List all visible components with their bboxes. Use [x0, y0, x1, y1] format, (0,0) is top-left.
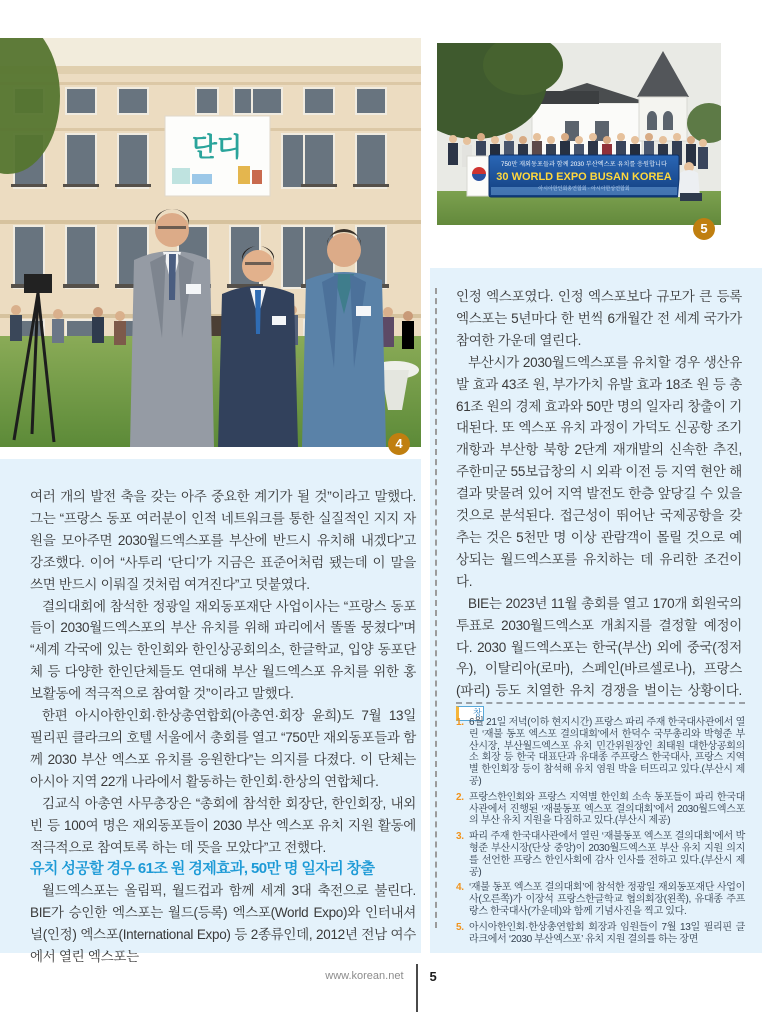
article-paragraph: 부산시가 2030월드엑스포를 유치할 경우 생산유발 효과 43조 원, 부가가치 유발 효과 18조 원 등 총 61조 원의 경제 효과와 50만 명의 일자리 창출이 기대된다. 또 엑스포 유치 과정이 가덕도 신공항 조기 개항과 부산항 북항 2단계 재개발의 신속한 추진, 주한미군 55보급창의 시 외곽 이전 등 지역 현안 해결과 맞물려 있어 지역 발전도 한층 앞당길 수 있을 것으로 분석된다. 접근성이 뛰어난 국제공항을 갖추는 것은 5천만 명 이상 관람객이 몰릴 것으로 예상되는 월드엑스포를 유치하는 데 유리한 조건이다.	[456, 354, 742, 589]
photo-group-illustration	[437, 43, 721, 225]
column-divider-dashed	[435, 288, 437, 928]
article-end-mark: 창	[456, 706, 484, 721]
article-paragraph: 결의대회에 참석한 정광일 재외동포재단 사업이사는 “프랑스 동포들이 2030월드엑스포의 부산 유치를 위해 파리에서 똘똘 뭉쳤다”며 “세계 각국에 있는 한인회와 한인상공회의소, 한글학교, 입양 동포단체 등 다양한 한인단체들도 연대해 부산 월드엑스포 유치를 위한 홍보활동에 적극적으로 참여할 것”이라고 말했다.	[30, 598, 416, 702]
left-column	[30, 486, 416, 968]
article-paragraph: 월드엑스포는 올림픽, 월드컵과 함께 세계 3대 축전으로 불린다. BIE가 승인한 엑스포는 월드(등록) 엑스포(World Expo)와 인터내셔널(인정) 엑스포(International Expo) 등 2종류인데, 2012년 전남 여수에서 열린 엑스포는	[30, 883, 416, 965]
footnote-item	[456, 831, 745, 878]
footnote-item	[456, 792, 745, 827]
footer-page-number: 5	[429, 969, 437, 984]
korean-flag	[467, 156, 491, 196]
article-paragraph-text: BIE는 2023년 11월 총회를 열고 170개 회원국의 투표로 2030월드엑스포 개최지를 결정할 예정이다. 2030 월드엑스포는 한국(부산) 외에 중국(정저우), 이탈리아(로마), 스페인(바르셀로나), 프랑스(파리) 등도 치열한 유치 경쟁을 벌이는 상황이다.	[456, 595, 742, 699]
section-heading: 유치 성공할 경우 61조 원 경제효과, 50만 명 일자리 창출	[30, 860, 375, 878]
footnote-number: 1.	[456, 717, 464, 728]
footnote-item	[456, 717, 745, 788]
footnotes	[456, 702, 745, 949]
banner-organizations: 아시아한인회총연합회 · 아시아한상연합회	[538, 186, 630, 192]
footnotes-divider	[456, 702, 745, 704]
photo-badge-5: 5	[693, 218, 715, 240]
photo-paris-illustration	[0, 38, 421, 447]
footnote-item	[456, 882, 745, 917]
footnote-item	[456, 922, 745, 946]
article-paragraph: 한편 아시아한인회·한상총연합회(아총연·회장 윤희)도 7월 13일 필리핀 클라크의 호텔 서울에서 총회를 열고 “750만 재외동포들과 함께 2030 부산 엑스포 유치를 응원한다”는 의지를 다졌다. 이 단체는 아시아 지역 22개 나라에서 활동하는 한인회·한상의 연합체다.	[30, 708, 416, 789]
footnote-number: 4.	[456, 882, 464, 894]
footer-divider	[416, 964, 418, 1012]
photo-badge-4: 4	[388, 433, 410, 455]
banner-slogan: 750만 재외동포들과 함께 2030 부산엑스포 유치를 응원합니다	[501, 161, 667, 168]
event-banner	[165, 116, 270, 196]
footnote-text: 프랑스한인회와 프랑스 지역별 한인회 소속 동포들이 파리 한국대사관에서 진행된 ‘재불동포 엑스포 결의대회’에서 2030월드엑스포의 부산 유치 지원을 다짐하고 있다.(부산시 제공)	[469, 791, 745, 827]
right-column	[456, 286, 742, 724]
footer-url: www.korean.net	[325, 970, 404, 982]
banner-title-dandi: 단디	[191, 132, 243, 162]
footnote-text: 파리 주재 한국대사관에서 열린 ‘재불동포 엑스포 결의대회’에서 박형준 부산시장(단상 중앙)이 2030월드엑스포 부산 유치 지원 의지를 선언한 프랑스 한인사회에 감사 인사를 전하고 있다.(부산시 제공)	[469, 831, 745, 878]
article-paragraph: 김교식 아총연 사무총장은 “총회에 참석한 회장단, 한인회장, 내외빈 등 100여 명은 재외동포들이 2030 부산 엑스포 유치 지원 활동에 적극적으로 참여토록 하는 데 뜻을 모았다”고 전했다.	[30, 795, 416, 855]
photo-paris-garden	[0, 38, 421, 447]
banner-expo-title: 30 WORLD EXPO BUSAN KOREA	[496, 171, 672, 183]
footnote-number: 5.	[456, 921, 464, 933]
footnote-text: 아시아한인회·한상총연합회 회장과 임원들이 7월 13일 필리핀 클라크에서 ‘2030 부산엑스포’ 유치 지원 결의를 하는 장면	[469, 921, 745, 945]
footnote-number: 3.	[456, 831, 464, 843]
footnote-text: 6월 21일 저녁(이하 현지시간) 프랑스 파리 주재 한국대사관에서 열린 ‘재불 동포 엑스포 결의대회’에서 한덕수 국무총리와 박형준 부산시장, 부산월드엑스포 유치 민간위원장인 최태원 대한상공회의소 회장 등 한국 대표단과 유대종 주프랑스 한국대사, 프랑스 지역별 한인회장 등이 참석해 유치 염원 박을 터뜨리고 있다.(부산시 제공)	[469, 717, 745, 787]
article-paragraph: 여러 개의 발전 축을 갖는 아주 중요한 계기가 될 것”이라고 말했다. 그는 “프랑스 동포 여러분이 인적 네트워크를 통한 실질적인 지지 자원을 모아주면 2030월드엑스포를 부산에 반드시 유치해 내겠다”고 강조했다. 이어 “사투리 ‘단디’가 지금은 표준어처럼 됐는데 이 말을 쓰면 반드시 이뤄질 것처럼 여겨진다”고 덧붙였다.	[30, 489, 416, 592]
photo-group-banner	[437, 43, 721, 225]
footer	[0, 964, 762, 1012]
footnote-text: ‘재불 동포 엑스포 결의대회’에 참석한 정광일 재외동포재단 사업이사(오른쪽)가 이장석 프랑스한글학교 협의회장(왼쪽), 유대종 주프랑스 한국대사(가운데)와 함께 기념사진을 찍고 있다.	[469, 882, 745, 917]
article-paragraph: 인정 엑스포였다. 인정 엑스포보다 규모가 큰 등록 엑스포는 5년마다 한 번씩 6개월간 전 세계 국가가 참여한 가운데 열린다.	[456, 289, 742, 348]
footnote-number: 2.	[456, 791, 464, 803]
expo-banner	[489, 155, 679, 197]
